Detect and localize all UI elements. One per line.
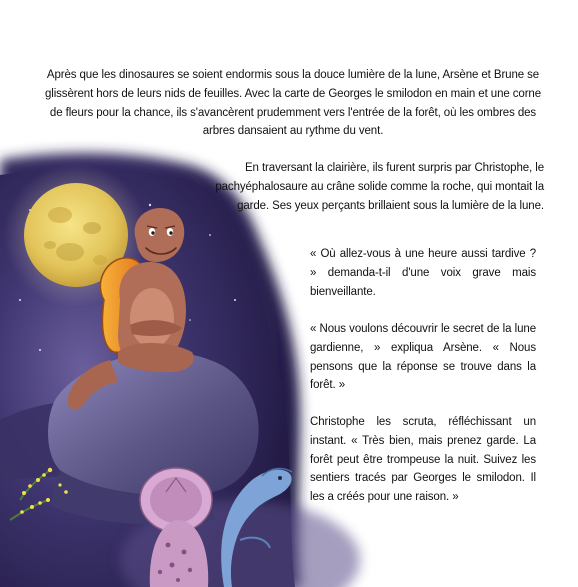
dialogue-paragraph: « Où allez-vous à une heure aussi tardive ? » demanda-t-il d'une voix grave mais bienveillante. [310, 248, 536, 298]
story-paragraph: Après que les dinosaures se soient endormis sous la douce lumière de la lune, Arsène et Brune se glissèrent hors de leurs nids de feuilles. Avec la carte de Georges le smilodon en main et une corne de fleurs pour la chance, ils s'avancèrent prudemment vers l'entrée de la forêt, où les ombres des arbres dansaient au rythme du vent. [44, 69, 542, 138]
dialogue-paragraph: « Nous voulons découvrir le secret de la lune gardienne, » expliqua Arsène. « Nous pensons que la réponse se trouve dans la forêt. » [310, 323, 536, 392]
story-paragraph: En traversant la clairière, ils furent surpris par Christophe, le pachyéphalosaure au crâne solide comme la roche, qui montait la garde. Ses yeux perçants brillaient sous la lumière de la lune. [215, 162, 544, 212]
dialogue-paragraph: Christophe les scruta, réfléchissant un instant. « Très bien, mais prenez garde. La forêt peut être trompeuse la nuit. Suivez les sentiers tracés par Georges le smilodon. Il les a créés pour une raison. » [310, 416, 536, 504]
